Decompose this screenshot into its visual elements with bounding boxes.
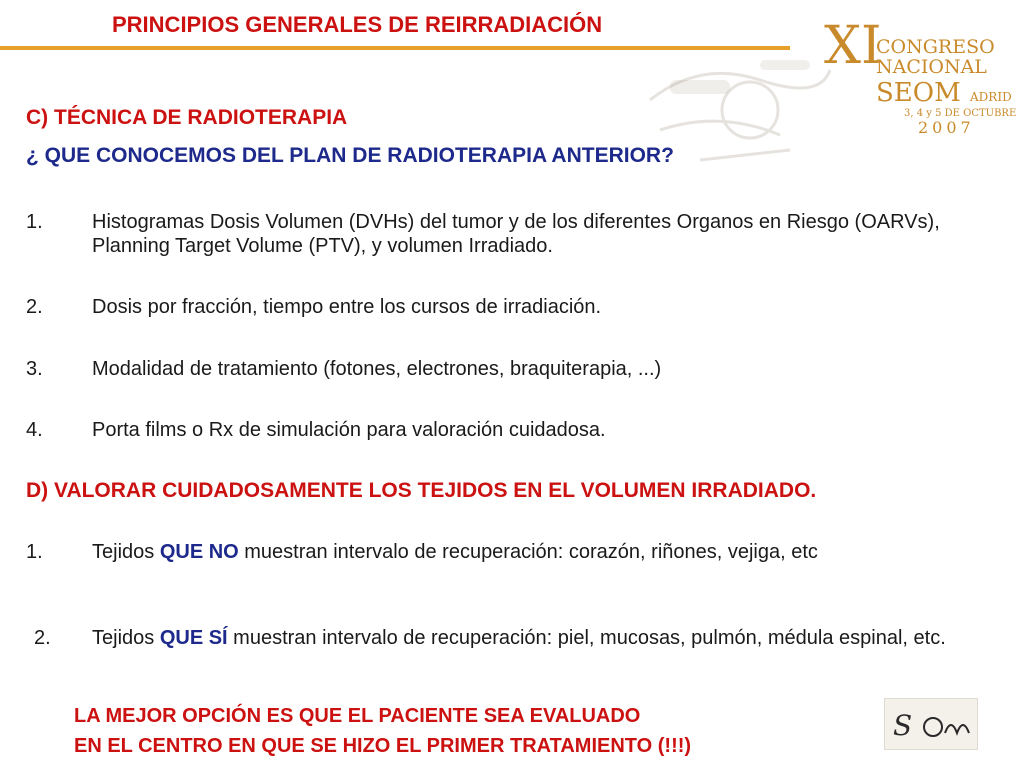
item-text: Dosis por fracción, tiempo entre los cursos de irradiación. (92, 296, 602, 318)
item-number: 2. (34, 627, 51, 649)
logo-year: 2007 (918, 118, 975, 137)
svg-text:S: S (893, 709, 913, 742)
item-text: Modalidad de tratamiento (fotones, electrones, braquiterapia, ...) (92, 358, 662, 380)
logo-nacional: NACIONAL (876, 56, 987, 78)
section-c-heading: C) TÉCNICA DE RADIOTERAPIA (26, 106, 348, 129)
section-d-heading: D) VALORAR CUIDADOSAMENTE LOS TEJIDOS EN EL VOLUMEN IRRADIADO. (26, 479, 817, 502)
item-text: Porta films o Rx de simulación para valoración cuidadosa. (92, 419, 606, 441)
item-text: Histogramas Dosis Volumen (DVHs) del tumor y de los diferentes Organos en Riesgo (OARVs), Planning Target Volume (PTV), y volumen Irradiado. (92, 211, 940, 257)
emphasis-text: QUE SÍ (159, 627, 228, 649)
logo-dates: 3, 4 y 5 DE OCTUBRE (904, 108, 1017, 119)
section-c-question: ¿ QUE CONOCEMOS DEL PLAN DE RADIOTERAPIA ANTERIOR? (26, 144, 674, 167)
item-number: 1. (26, 211, 43, 233)
item-number: 2. (26, 296, 43, 318)
seom-corner-logo (884, 698, 978, 750)
item-text: Tejidos QUE NO muestran intervalo de recuperación: corazón, riñones, vejiga, etc (92, 541, 818, 563)
conclusion-line-1: LA MEJOR OPCIÓN ES QUE EL PACIENTE SEA EVALUADO (74, 705, 641, 727)
logo-seom-text: SEOM (876, 78, 961, 108)
emphasis-text: QUE NO (159, 541, 239, 563)
slide-title: PRINCIPIOS GENERALES DE REIRRADIACIÓN (112, 12, 603, 37)
logo-congreso: CONGRESO (876, 36, 995, 58)
conclusion-line-2: EN EL CENTRO EN QUE SE HIZO EL PRIMER TRATAMIENTO (!!!) (74, 735, 692, 757)
item-number: 3. (26, 358, 43, 380)
congress-logo (820, 16, 1020, 150)
item-text: Tejidos QUE SÍ muestran intervalo de recuperación: piel, mucosas, pulmón, médula espinal, etc. (92, 627, 946, 649)
logo-roman-numeral: XI (824, 16, 882, 76)
item-number: 4. (26, 419, 43, 441)
item-number: 1. (26, 541, 43, 563)
logo-madrid: ADRID (970, 90, 1012, 104)
